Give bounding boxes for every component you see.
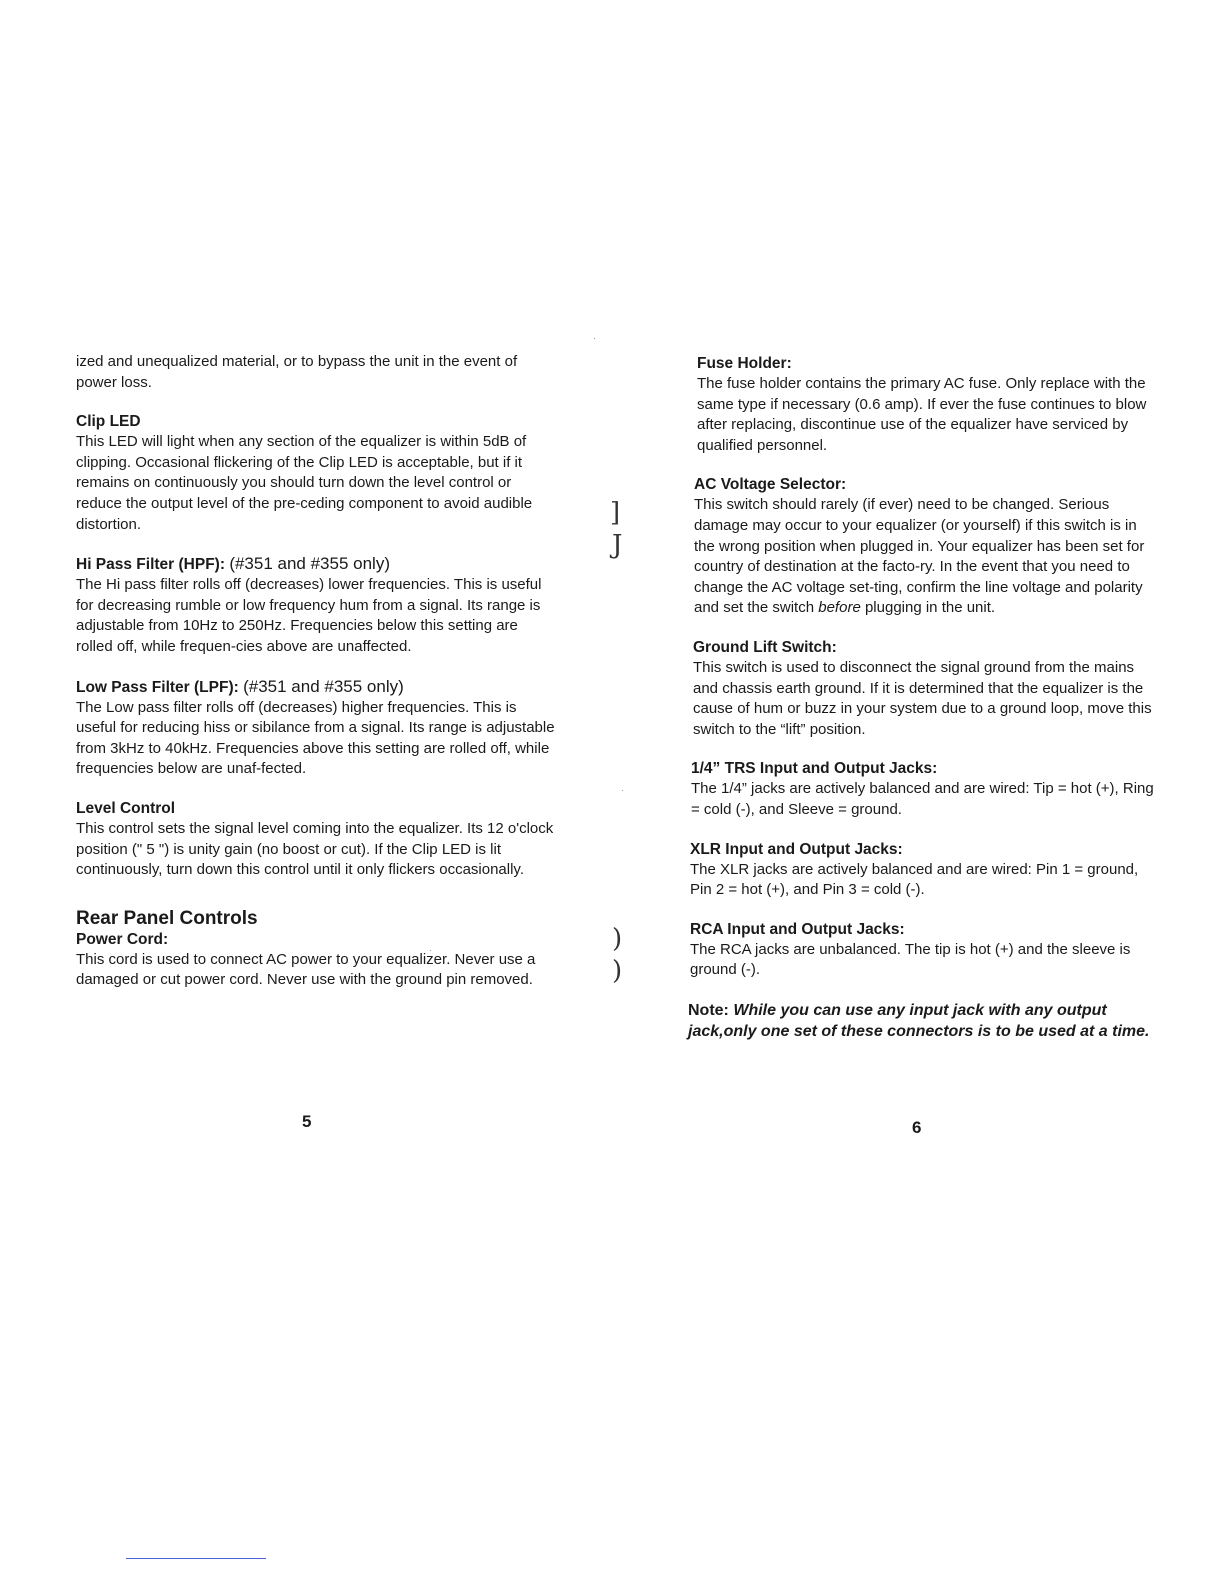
ac-voltage-section [694,475,1158,619]
intro-text: ized and unequalized material, or to bypass the unit in the event of power loss. [76,353,518,391]
trs-heading: 1/4” TRS Input and Output Jacks: [691,760,938,778]
ac-voltage-body [694,495,1158,619]
clip-led-heading: Clip LED [76,413,141,431]
ac-voltage-text: This switch should rarely (if ever) need to be changed. Serious damage may occur to your equalizer (or yourself) if this switch is in the wrong position when plugged in. Your equalizer has been set for country of destination at the facto-ry. In the event that you need to change the AC voltage set-ting, confirm the line voltage and polarity and set the switch [694,496,1145,617]
note-section [688,1000,1158,1042]
lpf-body: The Low pass filter rolls off (decreases) higher frequencies. This is useful for reducing hiss or sibilance from a signal. Its range is adjustable from 3kHz to 40kHz. Frequencies above this setting are rolled off, while frequencies below are unaf-fected. [76,698,555,778]
hpf-title: Hi Pass Filter (HPF): [76,556,225,574]
rear-panel-section [76,907,556,991]
level-control-heading: Level Control [76,799,176,817]
ac-voltage-text-end: plugging in the unit. [860,599,996,617]
binding-mark-bottom-2: ) [612,956,623,986]
lpf-section [76,677,556,780]
note-text [688,1000,1158,1042]
xlr-body: The XLR jacks are actively balanced and are wired: Pin 1 = ground, Pin 2 = hot (+), and Pin 3 = cold (-). [690,860,1139,899]
intro-section [76,352,556,393]
scan-speck [430,950,431,951]
binding-mark-top-1: ] [610,498,621,528]
hpf-body: The Hi pass filter rolls off (decreases) lower frequencies. This is useful for decreasing rumble or low frequency hum from a signal. Its range is adjustable from 10Hz to 250Hz. Frequencies below this setting are rolled off, while frequen-cies above are unaffected. [76,576,542,655]
page-number-right: 6 [912,1118,922,1137]
rca-section [690,920,1158,981]
footer-rule [126,1558,266,1559]
hpf-section [76,554,556,657]
rca-body: The RCA jacks are unbalanced. The tip is hot (+) and the sleeve is ground (-). [690,940,1131,979]
page-number-left: 5 [302,1112,312,1131]
right-page [688,354,1158,1061]
power-cord-body: This cord is used to connect AC power to your equalizer. Never use a damaged or cut power cord. Never use with the ground pin removed. [76,950,536,989]
ac-voltage-emphasis: before [818,599,861,617]
rca-heading: RCA Input and Output Jacks: [690,920,905,938]
rear-panel-title: Rear Panel Controls [76,907,258,929]
ground-lift-body: This switch is used to disconnect the signal ground from the mains and chassis earth ground. If it is determined that the equalizer is the cause of hum or buzz in your system due to a ground loop, move this switch to the “lift” position. [693,658,1152,738]
fuse-heading: Fuse Holder: [697,355,792,372]
level-control-section [76,799,556,881]
ground-lift-section [693,638,1158,740]
clip-led-section [76,412,556,535]
scan-speck [594,338,595,339]
lpf-models: (#351 and #355 only) [243,676,404,696]
note-label: Note: [688,1001,729,1019]
note-body: While you can use any input jack with any output jack,only one set of these connectors is to be used at a time. [688,1001,1150,1040]
power-cord-heading: Power Cord: [76,930,169,948]
left-page [76,352,556,1010]
ac-voltage-heading: AC Voltage Selector: [694,476,847,494]
trs-section [691,759,1158,820]
scan-speck [622,790,623,791]
hpf-models: (#351 and #355 only) [229,554,390,574]
trs-body: The 1/4” jacks are actively balanced and are wired: Tip = hot (+), Ring = cold (-), and Sleeve = ground. [691,780,1154,818]
fuse-section [697,354,1158,456]
lpf-title: Low Pass Filter (LPF): [76,678,239,696]
binding-mark-bottom-1: ) [612,924,623,954]
hpf-heading [76,554,556,575]
xlr-heading: XLR Input and Output Jacks: [690,840,903,858]
clip-led-body: This LED will light when any section of the equalizer is within 5dB of clipping. Occasional flickering of the Clip LED is acceptable, but if it remains on continuously you should turn down the level control or reduce the output level of the pre-ceding component to avoid audible distortion. [76,433,533,533]
binding-mark-top-2: J [612,530,623,560]
lpf-heading [76,677,556,698]
xlr-section [690,840,1158,901]
ground-lift-heading: Ground Lift Switch: [693,638,837,656]
level-control-body: This control sets the signal level coming into the equalizer. Its 12 o'clock position (" 5 ") is unity gain (no boost or cut). If the Clip LED is lit continuously, turn down this control until it only flickers occasionally. [76,819,554,879]
fuse-body: The fuse holder contains the primary AC fuse. Only replace with the same type if necessary (0.6 amp). If ever the fuse continues to blow after replacing, discontinue use of the equalizer have serviced by qualified personnel. [697,375,1147,454]
